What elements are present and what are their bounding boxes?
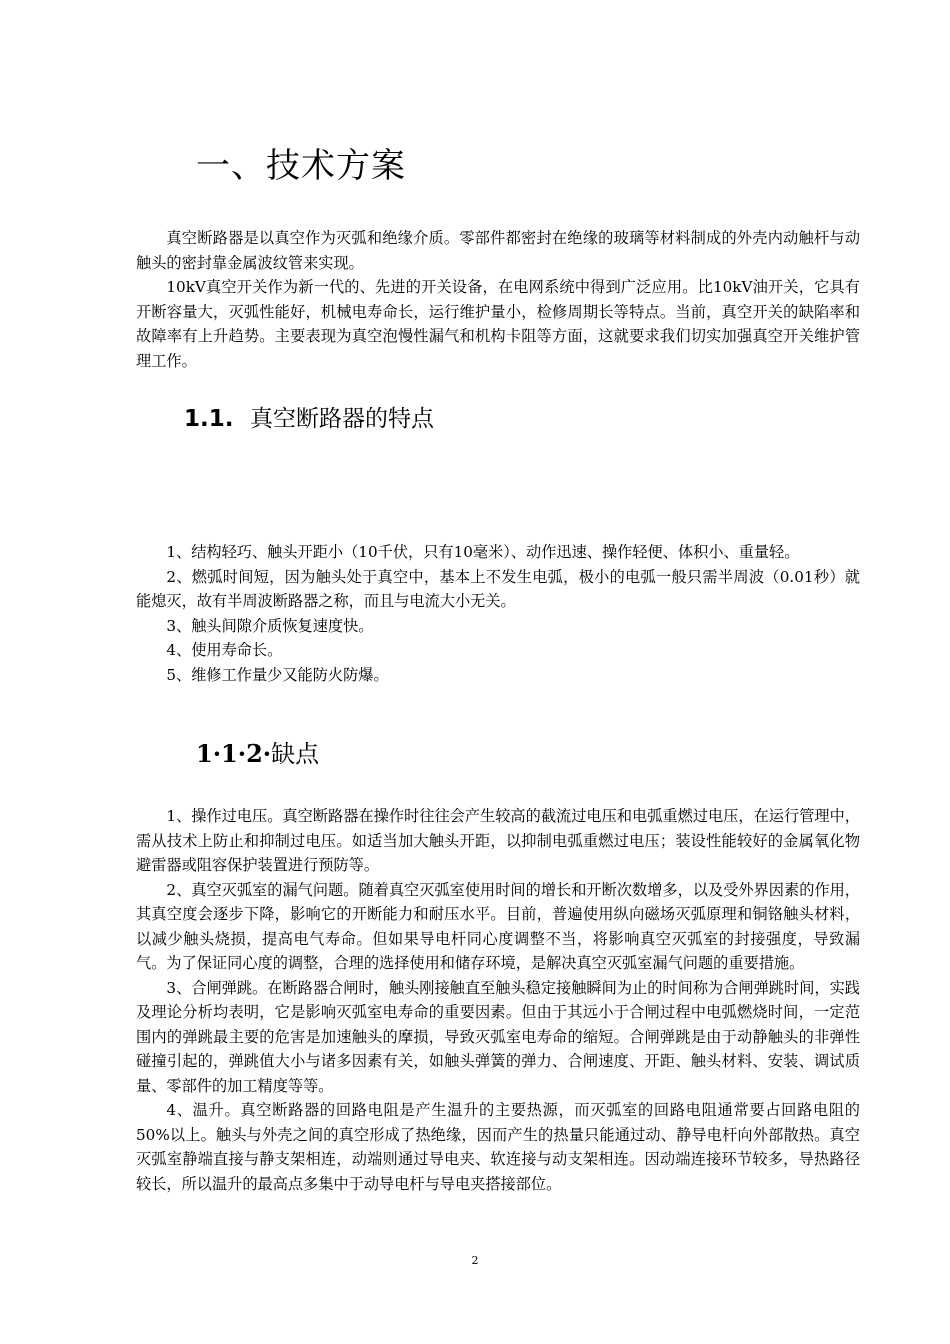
heading-technical-plan: 一、技术方案: [196, 146, 406, 186]
page-number: 2: [471, 1254, 479, 1267]
list-item: 5、维修工作量少又能防火防爆。: [166, 665, 389, 684]
section-number: 1.1.: [184, 406, 234, 432]
list-item: 4、温升。真空断路器的回路电阻是产生温升的主要热源，而灭弧室的回路电阻通常要占回路电阻的50%以上。触头与外壳之间的真空形成了热绝缘，因而产生的热量只能通过动、静导电杆向外部散热。真空灭弧室静端直接与静支架相连，动端则通过导电夹、软连接与动支架相连。因动端连接环节较多，导热路径较长，所以温升的最高点多集中于动导电杆与导电夹搭接部位。: [136, 1101, 860, 1193]
features-list: [136, 540, 860, 687]
list-item: 2、真空灭弧室的漏气问题。随着真空灭弧室使用时间的增长和开断次数增多，以及受外界因素的作用，其真空度会逐步下降，影响它的开断能力和耐压水平。目前，普遍使用纵向磁场灭弧原理和铜铬触头材料，以减少触头烧损，提高电气寿命。但如果导电杆同心度调整不当，将影响真空灭弧室的封接强度，导致漏气。为了保证同心度的调整，合理的选择使用和储存环境，是解决真空灭弧室漏气问题的重要措施。: [136, 880, 860, 972]
section-title: 缺点: [271, 740, 320, 768]
list-item: 1、结构轻巧、触头开距小（10千伏，只有10毫米）、动作迅速、操作轻便、体积小、重量轻。: [166, 543, 800, 561]
list-item: 3、合闸弹跳。在断路器合闸时，触头刚接触直至触头稳定接触瞬间为止的时间称为合闸弹跳时间，实践及理论分析均表明，它是影响灭弧室电寿命的重要因素。但由于其远小于合闸过程中电弧燃烧时间，一定范围内的弹跳最主要的危害是加速触头的摩损，导致灭弧室电寿命的缩短。合闸弹跳是由于动静触头的非弹性碰撞引起的，弹跳值大小与诸多因素有关，如触头弹簧的弹力、合闸速度、开距、触头材料、安装、调试质量、零部件的加工精度等等。: [136, 978, 860, 1095]
list-item: 2、燃弧时间短，因为触头处于真空中，基本上不发生电弧，极小的电弧一般只需半周波（0.01秒）就能熄灭，故有半周波断路器之称，而且与电流大小无关。: [136, 567, 860, 610]
intro-section: [136, 226, 860, 373]
list-item: 4、使用寿命长。: [166, 641, 283, 659]
list-item: 3、触头间隙介质恢复速度快。: [166, 616, 374, 635]
intro-paragraph: 10kV真空开关作为新一代的、先进的开关设备，在电网系统中得到广泛应用。比10kV油开关，它具有开断容量大，灭弧性能好，机械电寿命长，运行维护量小，检修周期长等特点。当前，真空开关的缺陷率和故障率有上升趋势。主要表现为真空泡慢性漏气和机构卡阻等方面，这就要求我们切实加强真空开关维护管理工作。: [136, 278, 860, 370]
list-item: 1、操作过电压。真空断路器在操作时往往会产生较高的截流过电压和电弧重燃过电压，在运行管理中，需从技术上防止和抑制过电压。如适当加大触头开距，以抑制电弧重燃过电压；装设性能较好的金属氧化物避雷器或阻容保护装置进行预防等。: [136, 807, 860, 874]
heading-section-1-1-2: [196, 734, 319, 769]
section-number: 1·1·2·: [196, 739, 272, 768]
section-title: 真空断路器的特点: [250, 406, 434, 432]
heading-section-1-1: [184, 400, 434, 433]
drawbacks-list: [136, 804, 860, 1196]
intro-paragraph: 真空断路器是以真空作为灭弧和绝缘介质。零部件都密封在绝缘的玻璃等材料制成的外壳内动触杆与动触头的密封靠金属波纹管来实现。: [136, 229, 860, 272]
